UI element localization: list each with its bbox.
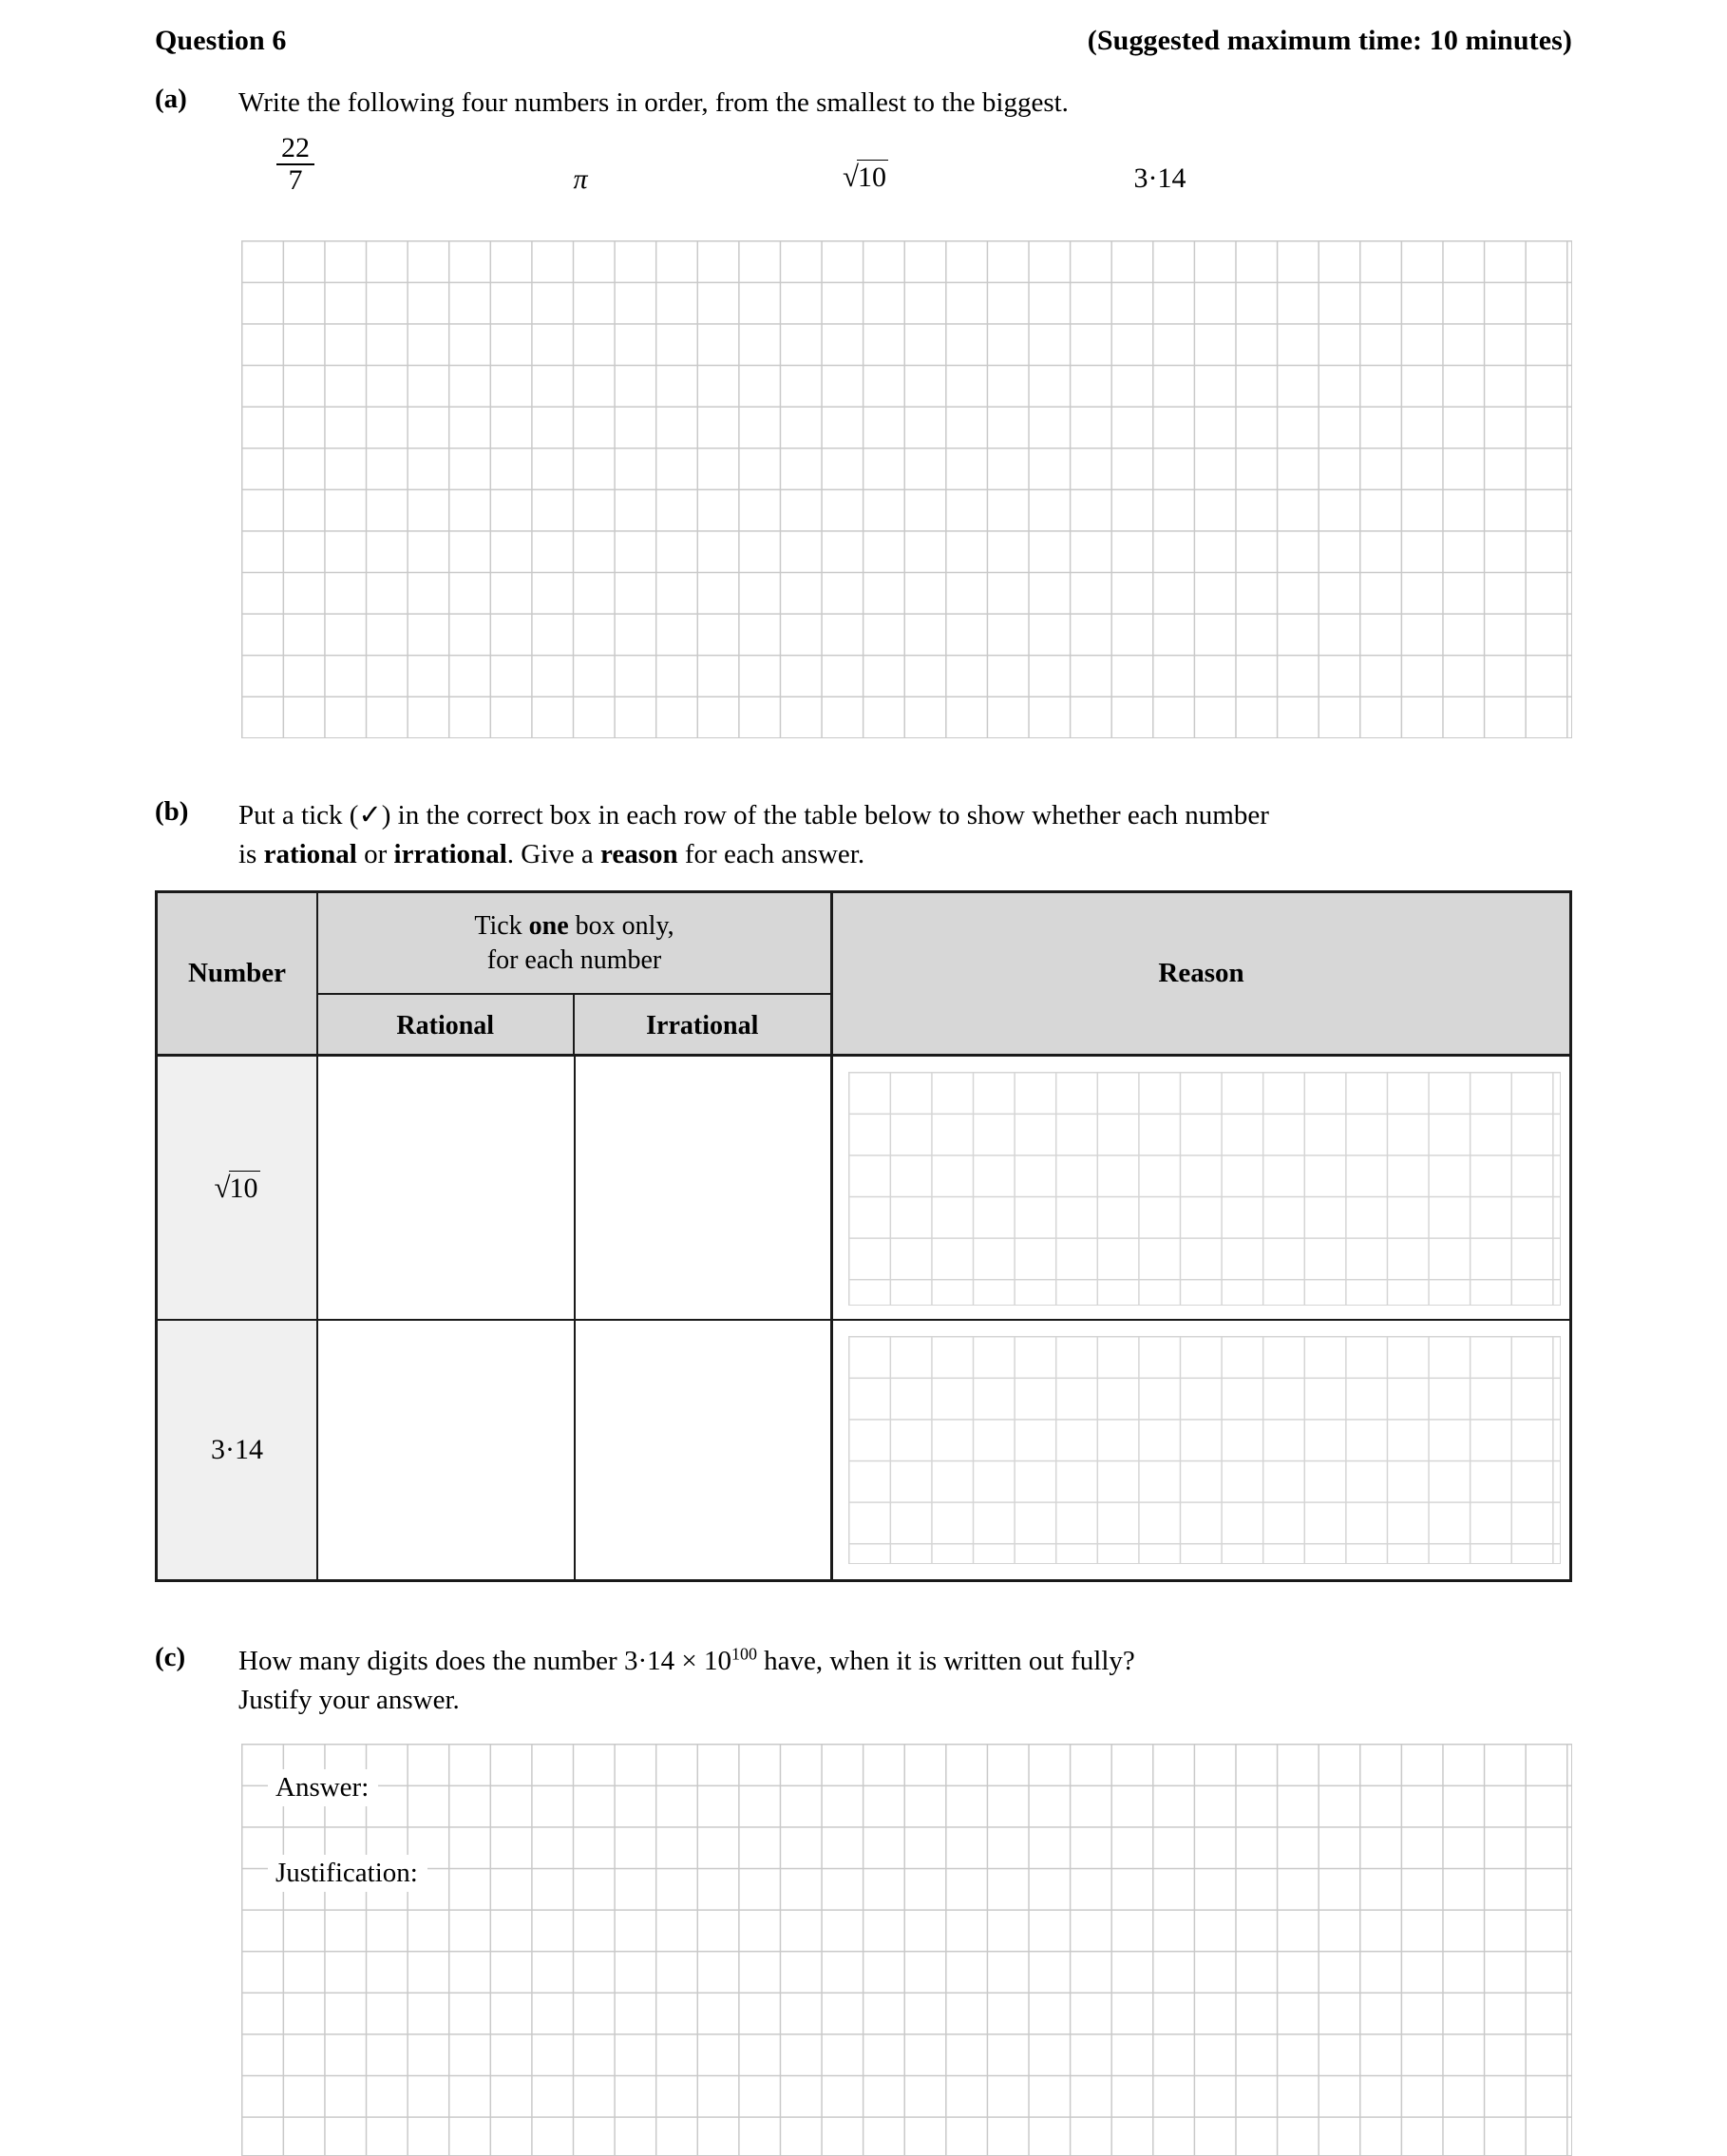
table-row (158, 1057, 1569, 1321)
part-c-answer-grid[interactable] (241, 1744, 1572, 2156)
part-b-label: (b) (155, 796, 189, 827)
tick-title-line2: for each number (486, 944, 662, 975)
number-sqrt-10 (799, 160, 932, 194)
column-header-irrational: Irrational (646, 1010, 759, 1040)
fraction-numerator: 22 (281, 132, 310, 163)
part-b-text (238, 796, 1269, 874)
number-decimal-3-14 (1089, 162, 1231, 195)
radical-radicand: 10 (229, 1173, 258, 1204)
part-b-text-line2-pre: is (238, 839, 264, 870)
pi-symbol: π (573, 163, 588, 195)
part-c-text-pre: How many digits does the number (238, 1646, 624, 1676)
rational-tick-box-3-14[interactable] (318, 1321, 576, 1579)
part-c-text-post: have, when it is written out fully? (756, 1646, 1135, 1676)
table-row (158, 1321, 1569, 1579)
part-c (155, 1642, 1580, 1720)
radical-sign-icon: √ (214, 1171, 231, 1204)
reason-cell-3-14[interactable] (833, 1321, 1569, 1579)
fraction-denominator: 7 (276, 163, 314, 196)
table-header-row (158, 893, 1569, 1057)
part-c-text-line2: Justify your answer. (238, 1685, 460, 1716)
question-header (155, 25, 1572, 57)
part-c-label: (c) (155, 1642, 186, 1672)
column-header-reason: Reason (1158, 958, 1244, 988)
reason-answer-grid[interactable] (848, 1072, 1561, 1306)
page-title: Question 6 (155, 25, 287, 56)
row-number-cell-3-14: 3·14 (158, 1321, 318, 1579)
part-a-numbers-row (238, 133, 1407, 223)
tick-title-bold-one: one (528, 911, 569, 942)
part-c-expression-base: 3·14 × 10 (623, 1646, 731, 1676)
part-b-bold-rational: rational (263, 839, 357, 870)
tick-title-post: box only, (568, 911, 674, 942)
reason-answer-grid[interactable] (848, 1336, 1561, 1564)
irrational-tick-box-3-14[interactable] (576, 1321, 833, 1579)
radical-radicand: 10 (858, 162, 886, 193)
tick-subheaders (318, 995, 830, 1057)
part-c-text (238, 1642, 1135, 1720)
part-a (155, 84, 1580, 123)
number-pi (523, 163, 637, 196)
part-b-text-line1: Put a tick (✓) in the correct box in each row of the table below to show whether each number (238, 800, 1269, 830)
column-header-tick-group (318, 893, 833, 1054)
justification-label: Justification: (268, 1855, 427, 1892)
part-b-bold-reason: reason (600, 839, 678, 870)
column-header-number: Number (158, 893, 318, 1054)
column-header-rational: Rational (318, 995, 575, 1057)
part-b (155, 796, 1551, 874)
part-c-expression-exponent: 100 (731, 1644, 757, 1664)
tick-title-pre: Tick (474, 911, 529, 942)
rational-tick-box-sqrt10[interactable] (318, 1057, 576, 1319)
number-fraction-22-7 (238, 133, 352, 197)
radical-sign-icon: √ (842, 160, 859, 193)
rational-irrational-table (155, 890, 1572, 1582)
decimal-value: 3·14 (1133, 162, 1186, 194)
reason-cell-sqrt10[interactable] (833, 1057, 1569, 1319)
irrational-tick-box-sqrt10[interactable] (576, 1057, 833, 1319)
part-a-answer-grid[interactable] (241, 240, 1572, 738)
part-a-text: Write the following four numbers in order, from the smallest to the biggest. (238, 87, 1069, 118)
part-a-label: (a) (155, 84, 187, 114)
part-b-bold-irrational: irrational (393, 839, 507, 870)
part-b-text-mid1: or (356, 839, 394, 870)
row-number-cell-sqrt10 (158, 1057, 318, 1319)
suggested-time-note: (Suggested maximum time: 10 minutes) (1087, 25, 1572, 56)
tick-group-title (318, 893, 830, 995)
part-b-text-mid2: . Give a (506, 839, 600, 870)
part-b-text-post: for each answer. (677, 839, 865, 870)
answer-label: Answer: (268, 1769, 378, 1806)
